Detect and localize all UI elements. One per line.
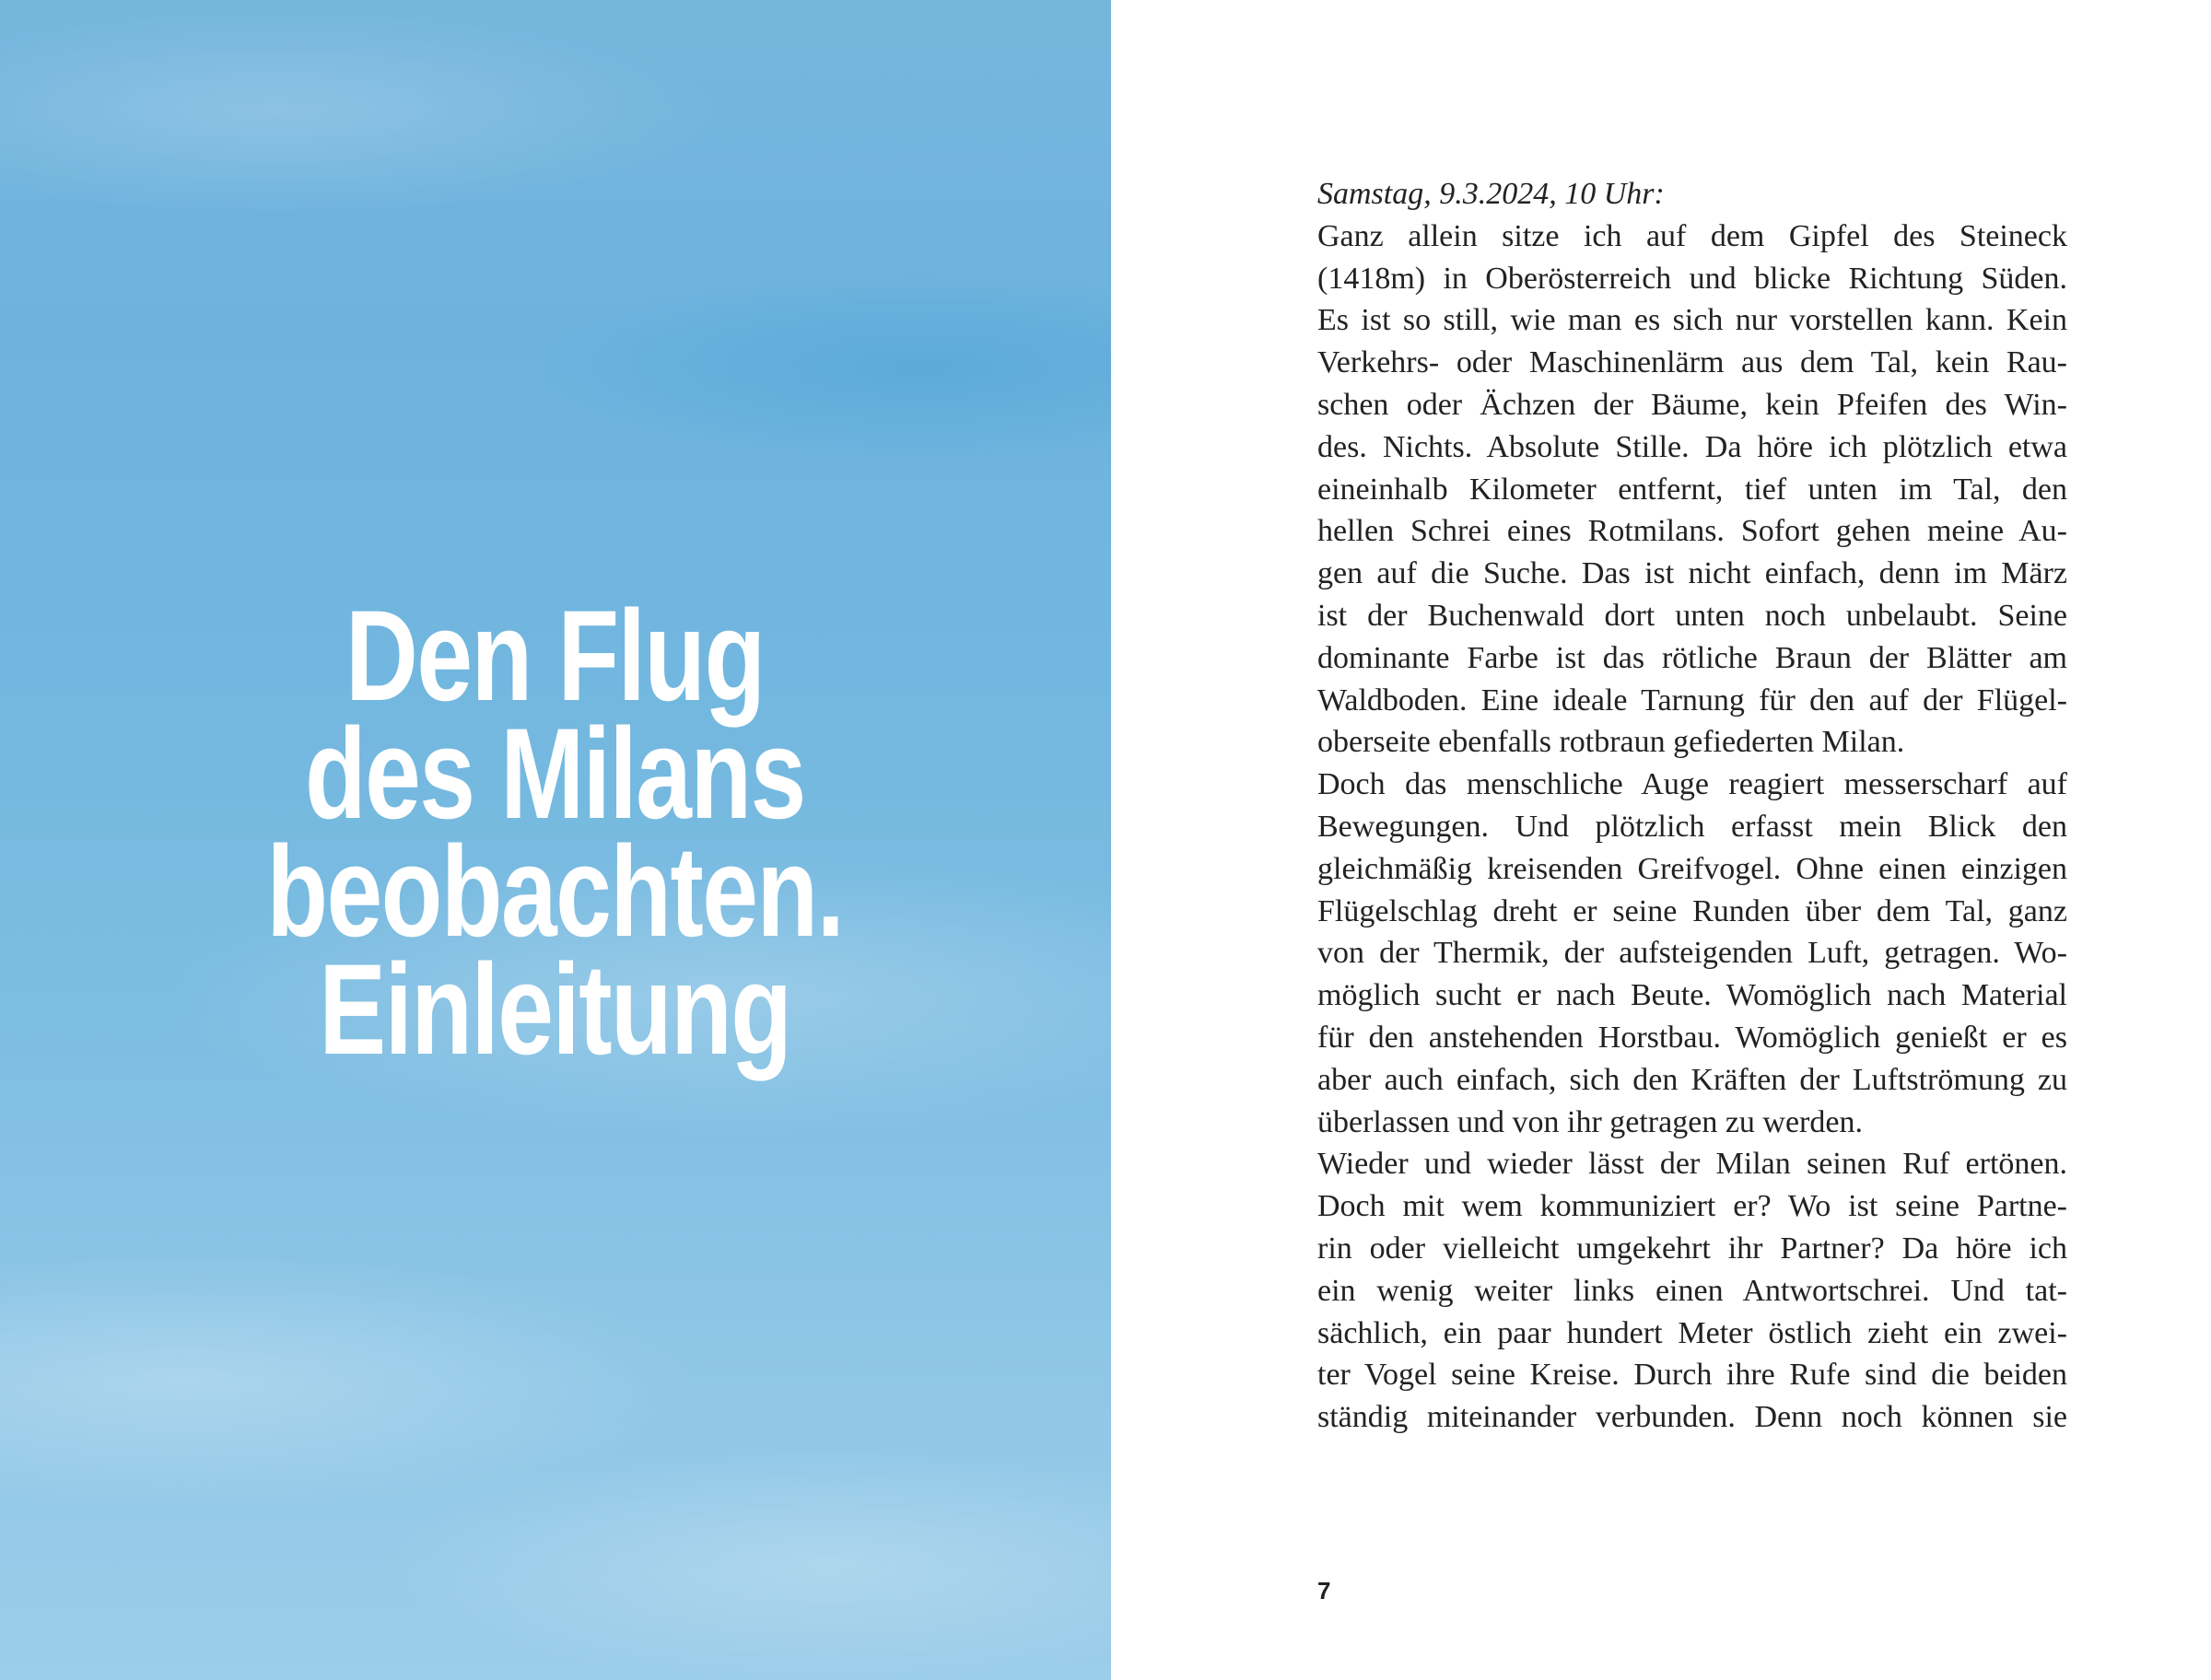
- text-line: eineinhalb Kilometer entfernt, tief unten im Tal, den: [1317, 472, 2067, 507]
- chapter-title: [122, 583, 989, 1081]
- title-line: Den Flug: [345, 583, 765, 728]
- text-line: für den anstehenden Horstbau. Womöglich genießt er es: [1317, 1020, 2067, 1055]
- text-line: Es ist so still, wie man es sich nur vorstellen kann. Kein: [1317, 303, 2067, 338]
- text-line: Waldboden. Eine ideale Tarnung für den auf der Flügel-: [1317, 682, 2067, 718]
- text-line: ist der Buchenwald dort unten noch unbelaubt. Seine: [1317, 598, 2067, 633]
- text-line: ein wenig weiter links einen Antwortschrei. Und tat-: [1317, 1273, 2067, 1308]
- text-line: Flügelschlag dreht er seine Runden über dem Tal, ganz: [1317, 893, 2067, 928]
- text-line: dominante Farbe ist das rötliche Braun der Blätter am: [1317, 640, 2067, 675]
- text-line: Doch das menschliche Auge reagiert messerscharf auf: [1317, 767, 2067, 802]
- page-number: 7: [1317, 1577, 1331, 1604]
- text-line: hellen Schrei eines Rotmilans. Sofort gehen meine Au-: [1317, 514, 2067, 549]
- text-line: ständig miteinander verbunden. Denn noch können sie: [1317, 1400, 2067, 1435]
- text-line: von der Thermik, der aufsteigenden Luft, getragen. Wo-: [1317, 936, 2067, 971]
- text-line: rin oder vielleicht umgekehrt ihr Partner? Da höre ich: [1317, 1231, 2067, 1266]
- dateline: Samstag, 9.3.2024, 10 Uhr:: [1317, 177, 1665, 211]
- text-line: des. Nichts. Absolute Stille. Da höre ich plötzlich etwa: [1317, 429, 2067, 464]
- body-text: [1317, 173, 2067, 1439]
- text-line: Wieder und wieder lässt der Milan seinen Ruf ertönen.: [1317, 1147, 2067, 1182]
- text-line: möglich sucht er nach Beute. Womöglich nach Material: [1317, 978, 2067, 1013]
- text-line: gen auf die Suche. Das ist nicht einfach, denn im März: [1317, 556, 2067, 591]
- text-line: Ganz allein sitze ich auf dem Gipfel des Steineck: [1317, 218, 2067, 253]
- text-line: schen oder Ächzen der Bäume, kein Pfeifen des Win-: [1317, 387, 2067, 422]
- text-page: [1111, 0, 2211, 1680]
- text-line: (1418m) in Oberösterreich und blicke Richtung Süden.: [1317, 261, 2067, 296]
- title-line: Einleitung: [319, 937, 791, 1081]
- title-line: beobachten.: [266, 819, 844, 963]
- text-line: aber auch einfach, sich den Kräften der Luftströmung zu: [1317, 1062, 2067, 1097]
- title-line: des Milans: [304, 701, 805, 846]
- text-line: überlassen und von ihr getragen zu werden.: [1317, 1104, 1863, 1139]
- text-line: Verkehrs- oder Maschinenlärm aus dem Tal, kein Rau-: [1317, 345, 2067, 380]
- text-line: gleichmäßig kreisenden Greifvogel. Ohne einen einzigen: [1317, 851, 2067, 886]
- text-line: sächlich, ein paar hundert Meter östlich zieht ein zwei-: [1317, 1315, 2067, 1350]
- text-line: Doch mit wem kommuniziert er? Wo ist seine Partne-: [1317, 1189, 2067, 1224]
- text-line: Bewegungen. Und plötzlich erfasst mein Blick den: [1317, 809, 2067, 844]
- text-line: ter Vogel seine Kreise. Durch ihre Rufe sind die beiden: [1317, 1358, 2067, 1393]
- text-line: oberseite ebenfalls rotbraun gefiederten Milan.: [1317, 725, 1905, 760]
